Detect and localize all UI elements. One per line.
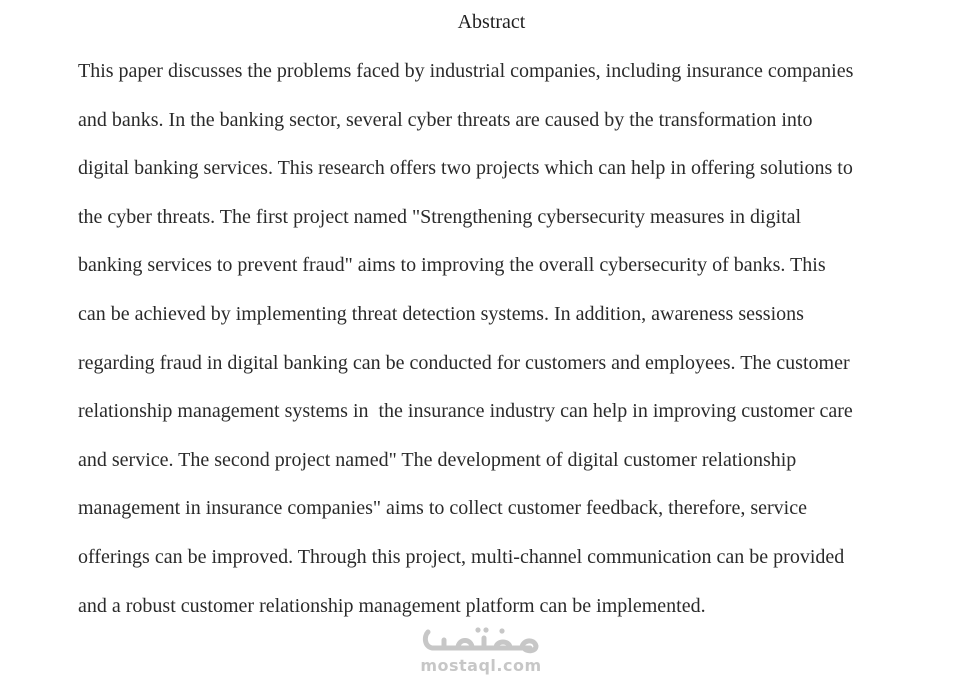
mostaql-domain: mostaql.com xyxy=(420,656,542,675)
abstract-line: digital banking services. This research offers two projects which can help in offering solutions to xyxy=(78,157,853,180)
abstract-line: can be achieved by implementing threat detection systems. In addition, awareness sessions xyxy=(78,302,804,325)
mostaql-watermark xyxy=(418,618,544,678)
abstract-body xyxy=(78,58,918,641)
abstract-line: offerings can be improved. Through this project, multi-channel communication can be provided xyxy=(78,545,845,568)
abstract-line: the cyber threats. The first project named "Strengthening cybersecurity measures in digital xyxy=(78,205,802,228)
abstract-title: Abstract xyxy=(457,11,526,33)
abstract-line: banking services to prevent fraud" aims to improving the overall cybersecurity of banks. This xyxy=(78,254,826,277)
abstract-line: This paper discusses the problems faced by industrial companies, including insurance companies xyxy=(78,60,854,82)
abstract-line: regarding fraud in digital banking can be conducted for customers and employees. The customer xyxy=(78,351,850,374)
abstract-line: and banks. In the banking sector, several cyber threats are caused by the transformation into xyxy=(78,108,813,131)
mostaql-logo-icon xyxy=(418,618,544,658)
abstract-line: and a robust customer relationship management platform can be implemented. xyxy=(78,594,706,617)
abstract-line: management in insurance companies" aims to collect customer feedback, therefore, service xyxy=(78,497,807,520)
abstract-line: relationship management systems in the insurance industry can help in improving customer care xyxy=(78,400,853,423)
abstract-line: and service. The second project named" The development of digital customer relationship xyxy=(78,448,797,471)
